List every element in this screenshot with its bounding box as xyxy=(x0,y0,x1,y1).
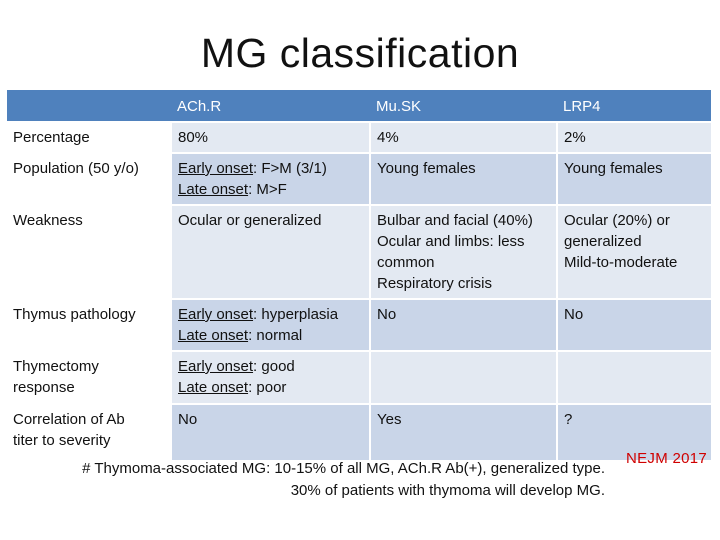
lrp4-cell xyxy=(557,205,711,299)
slide-title: MG classification xyxy=(200,30,520,76)
cell-text-line: No xyxy=(564,306,584,323)
cell-text-line: Ocular or generalized xyxy=(178,212,322,229)
musk-cell xyxy=(370,153,557,205)
table-row xyxy=(7,299,711,351)
cell-text-line: Ocular and limbs: less xyxy=(377,233,525,250)
row-label-cell xyxy=(7,299,171,351)
cell-text-line: Mild-to-moderate xyxy=(564,254,678,271)
cell-text-line: 80% xyxy=(178,129,209,146)
achr-cell xyxy=(171,153,370,205)
underlined-term: Early onset xyxy=(178,160,254,177)
table-row xyxy=(7,153,711,205)
header-achr: ACh.R xyxy=(177,98,222,115)
cell-text-line: response xyxy=(13,379,75,396)
cell-text-line: Weakness xyxy=(13,212,83,229)
achr-cell xyxy=(171,122,370,153)
musk-cell xyxy=(370,122,557,153)
cell-text-line: Thymectomy xyxy=(13,358,99,375)
lrp4-cell xyxy=(557,122,711,153)
achr-cell xyxy=(171,351,370,404)
cell-text-line: 2% xyxy=(564,129,586,146)
cell-text-line: Thymus pathology xyxy=(13,306,136,323)
musk-cell xyxy=(370,299,557,351)
achr-cell xyxy=(171,299,370,351)
cell-text-line: Ocular (20%) or xyxy=(564,212,670,229)
cell-text-line: generalized xyxy=(564,233,642,250)
achr-cell xyxy=(171,404,370,460)
cell-text-line: Percentage xyxy=(13,129,90,146)
cell-text-line: Early onset: F>M (3/1) xyxy=(178,160,327,177)
header-empty xyxy=(7,90,171,122)
header-lrp4: LRP4 xyxy=(563,98,601,115)
table-body xyxy=(7,122,711,460)
cell-text-line: 4% xyxy=(377,129,399,146)
cell-text-line: Young females xyxy=(377,160,476,177)
table-row xyxy=(7,205,711,299)
cell-text-line: No xyxy=(178,411,198,428)
cell-text-line: ? xyxy=(564,411,573,428)
underlined-term: Late onset xyxy=(178,181,249,198)
row-label-cell xyxy=(7,205,171,299)
underlined-term: Late onset xyxy=(178,379,249,396)
musk-cell xyxy=(370,205,557,299)
musk-cell xyxy=(370,351,557,404)
cell-text-line: Yes xyxy=(377,411,402,428)
cell-text-line: Late onset: M>F xyxy=(178,181,287,198)
cell-text-line: Population (50 y/o) xyxy=(13,160,139,177)
cell-text-line: Respiratory crisis xyxy=(377,275,493,292)
source-citation: NEJM 2017 xyxy=(626,450,708,467)
table-row xyxy=(7,404,711,460)
underlined-term: Early onset xyxy=(178,306,254,323)
header-musk: Mu.SK xyxy=(376,98,422,115)
row-label-cell xyxy=(7,404,171,460)
row-label-cell xyxy=(7,153,171,205)
achr-cell xyxy=(171,205,370,299)
table-row xyxy=(7,351,711,404)
footnote-line-1: # Thymoma-associated MG: 10-15% of all MG, ACh.R Ab(+), generalized type. xyxy=(82,460,605,477)
cell-text-line: Early onset: good xyxy=(178,358,295,375)
row-label-cell xyxy=(7,351,171,404)
cell-text-line: titer to severity xyxy=(13,432,111,449)
footnote xyxy=(40,458,605,502)
lrp4-cell xyxy=(557,351,711,404)
cell-text-line: No xyxy=(377,306,397,323)
table-row xyxy=(7,122,711,153)
mg-classification-table xyxy=(7,90,711,460)
cell-text-line: Early onset: hyperplasia xyxy=(178,306,339,323)
footnote-line-2: 30% of patients with thymoma will develop MG. xyxy=(290,482,605,499)
cell-text-line: common xyxy=(377,254,435,271)
cell-text-line: Young females xyxy=(564,160,663,177)
cell-text-line: Correlation of Ab xyxy=(13,411,125,428)
underlined-term: Late onset xyxy=(178,327,249,344)
lrp4-cell xyxy=(557,299,711,351)
cell-text-line: Late onset: poor xyxy=(178,379,287,396)
lrp4-cell xyxy=(557,153,711,205)
musk-cell xyxy=(370,404,557,460)
cell-text-line: Bulbar and facial (40%) xyxy=(377,212,533,229)
underlined-term: Early onset xyxy=(178,358,254,375)
row-label-cell xyxy=(7,122,171,153)
table-header-row xyxy=(7,90,711,122)
cell-text-line: Late onset: normal xyxy=(178,327,303,344)
